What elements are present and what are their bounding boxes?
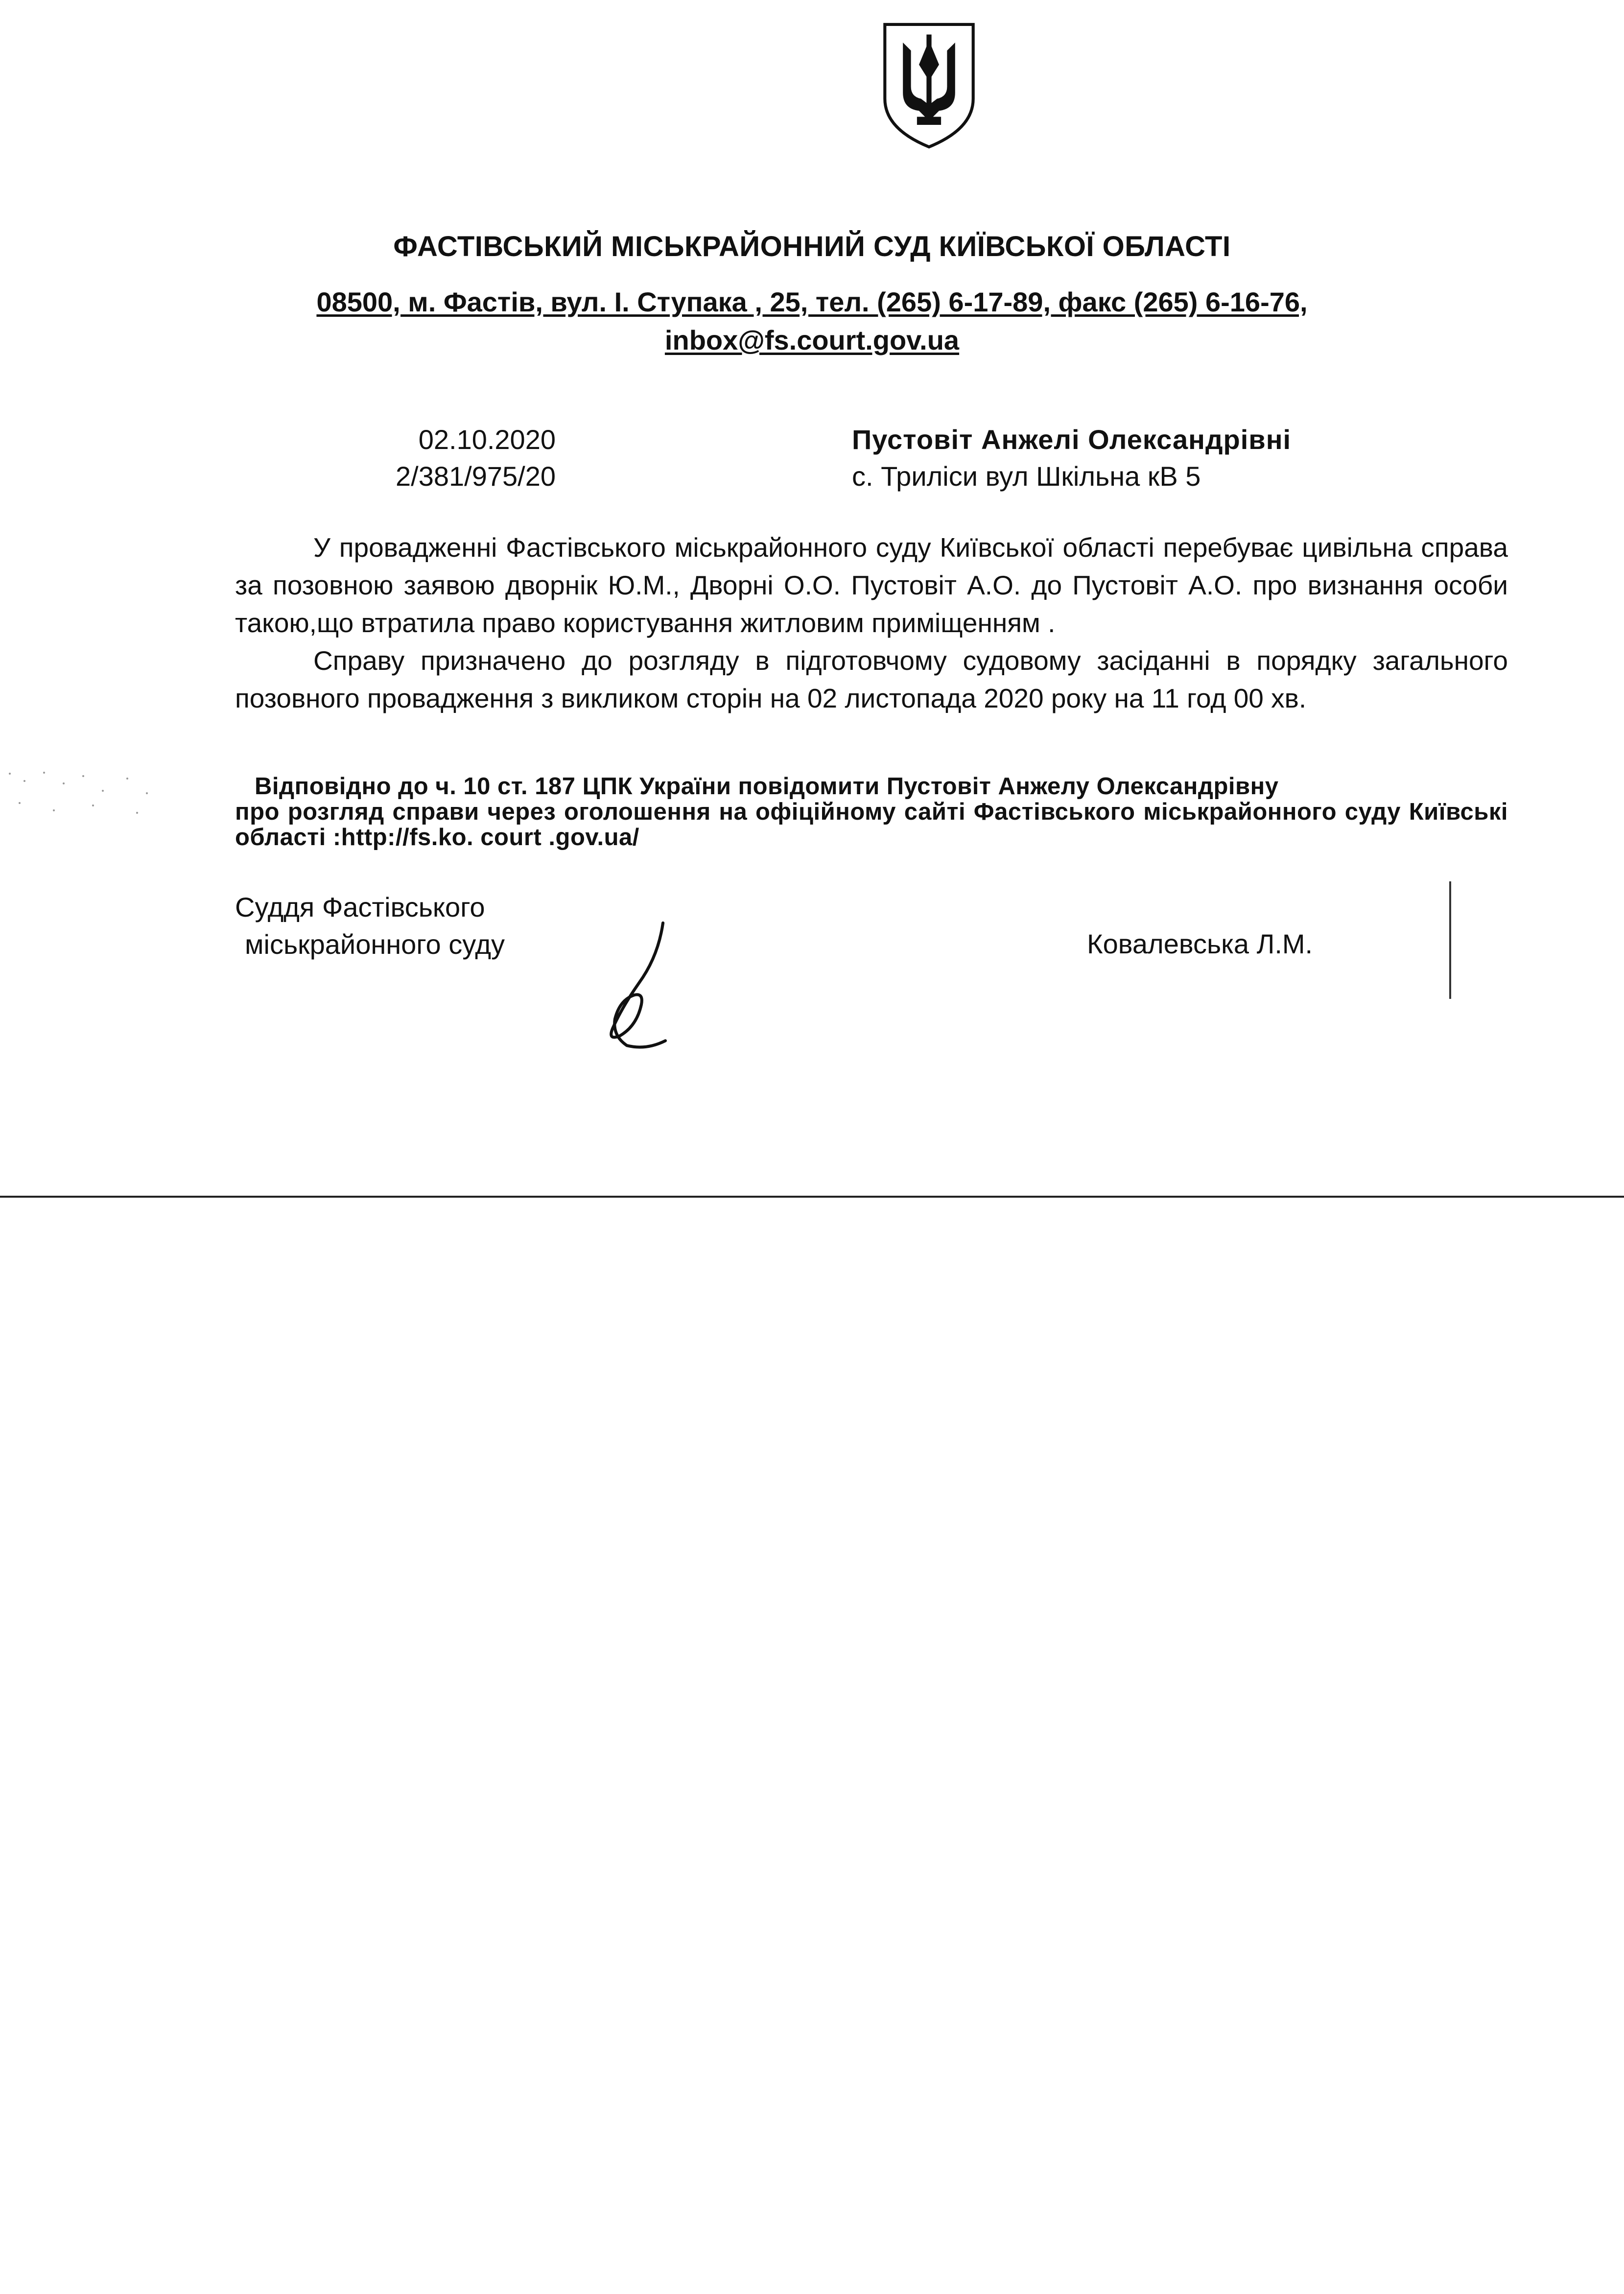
court-address <box>0 283 1624 359</box>
body-paragraph-2: Справу призначено до розгляду в підготовчому судовому засіданні в порядку загального позовного провадження з викликом сторін на 02 листопада 2020 року на 11 год 00 хв. <box>235 645 1508 713</box>
body-paragraph-1: У провадженні Фастівського міськрайонного суду Київської області перебуває цивільна справа за позовною заявою дворнік Ю.М., Дворні О.О. Пустовіт А.О. до Пустовіт А.О. про визнання особи такою,що втратила право користування житловим приміщенням . <box>235 532 1508 638</box>
judge-title-line-1: Суддя Фастівського <box>235 892 485 922</box>
coat-of-arms-icon <box>879 20 979 152</box>
notice-paragraph <box>235 774 1508 850</box>
court-name: ФАСТІВСЬКИЙ МІСЬКРАЙОННИЙ СУД КИЇВСЬКОЇ ОБЛАСТІ <box>393 231 1231 262</box>
handwritten-signature <box>578 921 700 1053</box>
judge-name: Ковалевська Л.М. <box>1087 928 1313 959</box>
notice-line-1: Відповідно до ч. 10 ст. 187 ЦПК України повідомити Пустовіт Анжелу Олександрівну <box>255 773 1279 800</box>
notice-rest: про розгляд справи через оголошення на офіційному сайті Фастівського міськрайонного суду Київські області :http://fs.ko. court .gov.ua/ <box>235 799 1508 851</box>
document-date: 02.10.2020 <box>418 424 556 455</box>
scan-edge-line <box>1449 881 1451 999</box>
court-email: inbox@fs.court.gov.ua <box>664 325 960 355</box>
document-meta <box>343 421 556 495</box>
page-divider <box>0 1196 1624 1198</box>
recipient-name: Пустовіт Анжелі Олександрівні <box>852 424 1292 455</box>
judge-title-line-2: міськрайонного суду <box>245 929 505 960</box>
recipient-block <box>852 421 1291 495</box>
judge-title <box>235 889 505 963</box>
body-text <box>235 529 1508 717</box>
scan-noise <box>0 764 162 823</box>
document-number: 2/381/975/20 <box>396 461 556 492</box>
court-address-line: 08500, м. Фастів, вул. І. Ступака , 25, тел. (265) 6-17-89, факс (265) 6-16-76, <box>316 286 1308 317</box>
recipient-address: с. Триліси вул Шкільна кВ 5 <box>852 461 1201 492</box>
